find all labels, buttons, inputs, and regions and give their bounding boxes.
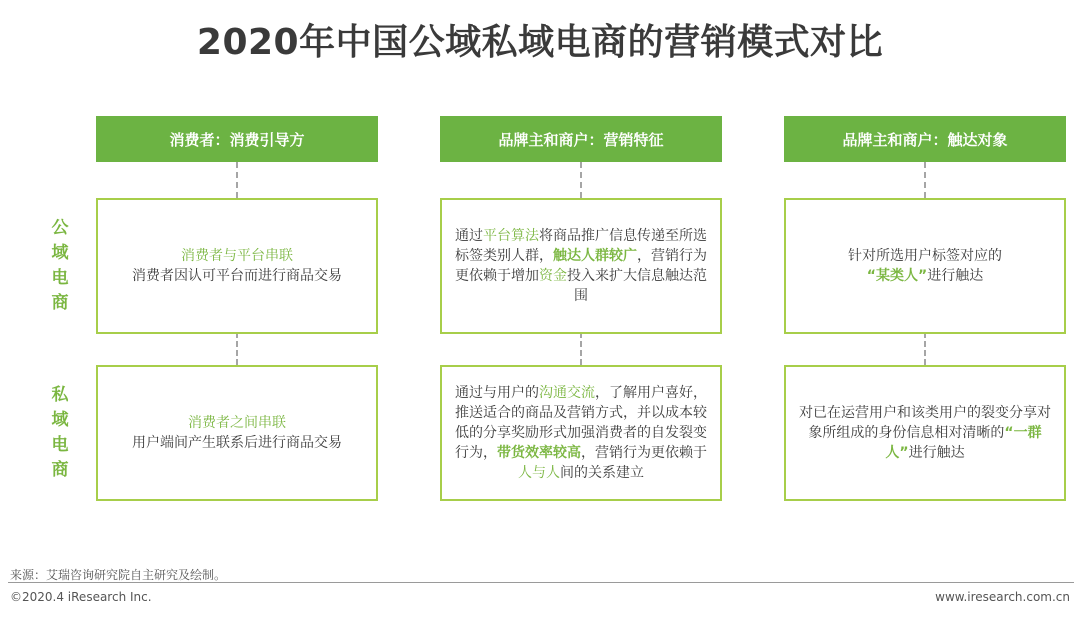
page-title: 2020年中国公域私域电商的营销模式对比 — [196, 22, 884, 63]
connector-dash — [580, 332, 582, 365]
highlight-platform-algorithm: 平台算法 — [483, 228, 539, 244]
column-header-consumer: 消费者：消费引导方 — [96, 116, 378, 162]
cell-highlight: 消费者与平台串联 — [181, 248, 293, 264]
copyright: ©2020.4 iResearch Inc. — [10, 590, 152, 604]
cell-public-marketing: 通过平台算法将商品推广信息传递至所选标签类别人群，触达人群较广，营销行为更依赖于增加资金投入来扩大信息触达范围 — [440, 198, 722, 334]
highlight-a-group: “一群人” — [885, 425, 1042, 461]
highlight-funds: 资金 — [539, 268, 567, 284]
cell-private-reach: 对已在运营用户和该类用户的裂变分享对象所组成的身份信息相对清晰的“一群人”进行触达 — [784, 365, 1066, 501]
cell-highlight: 消费者之间串联 — [188, 415, 286, 431]
website-link: www.iresearch.com.cn — [935, 590, 1070, 604]
cell-public-consumer — [96, 198, 378, 334]
highlight-person-to-person: 人与人 — [518, 465, 560, 481]
connector-dash — [236, 332, 238, 365]
connector-dash — [580, 162, 582, 198]
highlight-high-efficiency: 带货效率较高 — [497, 445, 581, 461]
source-note: 来源：艾瑞咨询研究院自主研究及绘制。 — [10, 568, 227, 582]
highlight-communication: 沟通交流 — [539, 385, 595, 401]
row-label-private-domain: 私 域 电 商 — [51, 385, 69, 480]
connector-dash — [236, 162, 238, 198]
column-header-marketing-features: 品牌主和商户：营销特征 — [440, 116, 722, 162]
cell-private-consumer — [96, 365, 378, 501]
cell-private-marketing: 通过与用户的沟通交流，了解用户喜好，推送适合的商品及营销方式，并以成本较低的分享奖励形式加强消费者的自发裂变行为，带货效率较高，营销行为更依赖于人与人间的关系建立 — [440, 365, 722, 501]
connector-dash — [924, 332, 926, 365]
cell-public-reach: 针对所选用户标签对应的 “某类人”进行触达 — [784, 198, 1066, 334]
row-label-public-domain: 公 域 电 商 — [51, 218, 69, 313]
footer-divider — [8, 582, 1074, 583]
column-header-reach-target: 品牌主和商户：触达对象 — [784, 116, 1066, 162]
highlight-certain-people: “某类人” — [866, 268, 928, 284]
highlight-wide-reach: 触达人群较广 — [553, 248, 637, 264]
cell-text: 用户端间产生联系后进行商品交易 — [132, 435, 342, 451]
connector-dash — [924, 162, 926, 198]
cell-text: 消费者因认可平台而进行商品交易 — [132, 268, 342, 284]
